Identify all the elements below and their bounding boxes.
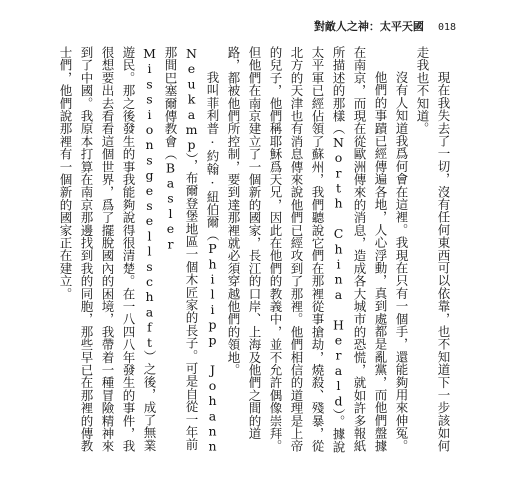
- paragraph: 他們的事蹟已經傳遍各地，人心浮動，真到處都是亂黨，而他們盤據在南京，而現在從歐洲傳來的消息，造成各大城市的恐慌，就如許多報紙所描述的那樣（North China Herald）。據說太平軍已經佔領了蘇州，我們聽說它們在那裡從事搶劫，燒殺、殘暴，從北方的天津也有消息傳來說他們已經攻到了那裡。他們相信的道理是上帝的兒子，他們稱耶穌爲天兄，因此在他們的教義中，並不允許偶像崇拜。但他們在南京建立了一個新的國家，長江的口岸、上海及他們之間的道路，都被他們所控制，要到達那裡就必須穿越他們的領地。: [226, 46, 388, 454]
- paragraph: 我叫菲利普·約翰·紐伯爾（Philipp Johann Neukamp），布爾登堡地區一個木匠家的長子。可是自從一年前那間巴塞爾傳教會（Basler Missionsgesellschaft）之後，成了無業遊民。那之後發生的事我能夠說得很清楚。在一八四八年發生的事件，我很想要出去看看這個世界，爲了擺脫國內的困境，我帶着一種冒險精神來到了中國。我原本打算在南京那邊找到我的同胞，那些早已在那裡的傳教士們，他們說那裡有一個新的國家正在建立。: [58, 46, 220, 454]
- running-title: 對敵人之神：太平天國: [313, 20, 424, 33]
- paragraph: 現在我失去了一切，沒有任何東西可以依靠，也不知道下一步該如何走我也不知道。: [415, 46, 451, 452]
- running-header: [314, 18, 456, 34]
- vertical-text-body: [54, 46, 454, 456]
- paragraph: 沒有人知道我爲何會在這裡。我現在只有一個手，還能夠用來伸冤。: [394, 71, 409, 452]
- page-number: 018: [437, 22, 456, 33]
